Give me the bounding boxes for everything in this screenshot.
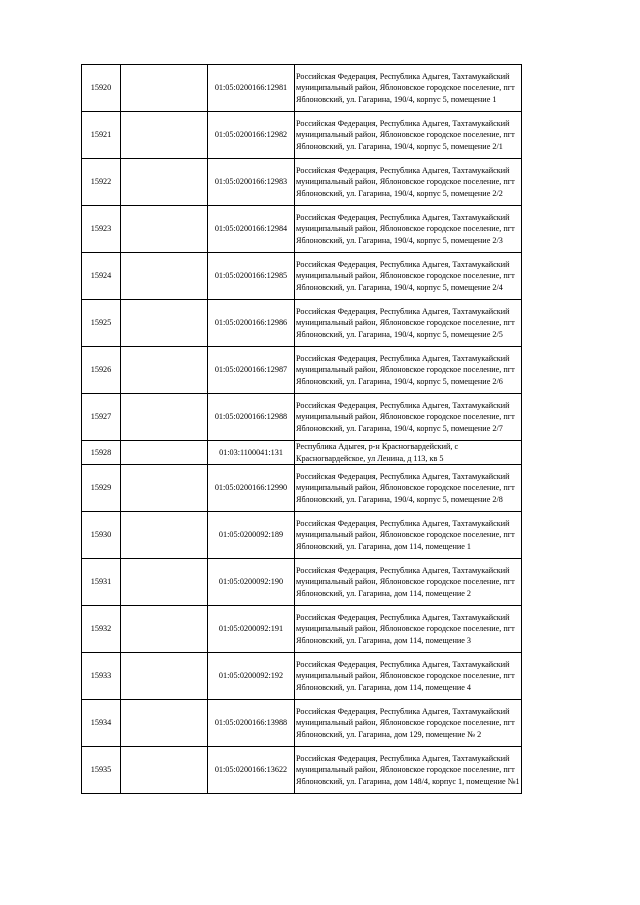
- empty-cell: [121, 300, 208, 347]
- table-row: [82, 559, 522, 606]
- address-cell: Российская Федерация, Республика Адыгея, Тахтамукайский муниципальный район, Яблоновское городское поселение, пгт Яблоновский, ул. Гагарина, 190/4, корпус 5, помещение 2/8: [295, 465, 522, 512]
- address-cell: Российская Федерация, Республика Адыгея, Тахтамукайский муниципальный район, Яблоновское городское поселение, пгт Яблоновский, ул. Гагарина, 190/4, корпус 5, помещение 2/6: [295, 347, 522, 394]
- row-number: 15927: [82, 394, 121, 441]
- cadastral-number: 01:05:0200166:12987: [208, 347, 295, 394]
- table-row: [82, 253, 522, 300]
- cadastral-number: 01:05:0200092:189: [208, 512, 295, 559]
- row-number: 15923: [82, 206, 121, 253]
- empty-cell: [121, 700, 208, 747]
- cadastral-number: 01:05:0200166:12986: [208, 300, 295, 347]
- address-cell: Российская Федерация, Республика Адыгея, Тахтамукайский муниципальный район, Яблоновское городское поселение, пгт Яблоновский, ул. Гагарина, дом 114, помещение 3: [295, 606, 522, 653]
- cadastral-number: 01:05:0200092:191: [208, 606, 295, 653]
- row-number: 15932: [82, 606, 121, 653]
- row-number: 15926: [82, 347, 121, 394]
- row-number: 15924: [82, 253, 121, 300]
- address-cell: Российская Федерация, Республика Адыгея, Тахтамукайский муниципальный район, Яблоновское городское поселение, пгт Яблоновский, ул. Гагарина, 190/4, корпус 5, помещение 2/4: [295, 253, 522, 300]
- row-number: 15934: [82, 700, 121, 747]
- row-number: 15930: [82, 512, 121, 559]
- empty-cell: [121, 559, 208, 606]
- table-row: [82, 700, 522, 747]
- row-number: 15925: [82, 300, 121, 347]
- table-row: [82, 394, 522, 441]
- address-cell: Российская Федерация, Республика Адыгея, Тахтамукайский муниципальный район, Яблоновское городское поселение, пгт Яблоновский, ул. Гагарина, 190/4, корпус 5, помещение 2/5: [295, 300, 522, 347]
- empty-cell: [121, 747, 208, 794]
- address-cell: Российская Федерация, Республика Адыгея, Тахтамукайский муниципальный район, Яблоновское городское поселение, пгт Яблоновский, ул. Гагарина, дом 114, помещение 1: [295, 512, 522, 559]
- registry-table: [81, 64, 522, 794]
- address-cell: Российская Федерация, Республика Адыгея, Тахтамукайский муниципальный район, Яблоновское городское поселение, пгт Яблоновский, ул. Гагарина, 190/4, корпус 5, помещение 2/1: [295, 112, 522, 159]
- address-cell: Российская Федерация, Республика Адыгея, Тахтамукайский муниципальный район, Яблоновское городское поселение, пгт Яблоновский, ул. Гагарина, 190/4, корпус 5, помещение 1: [295, 65, 522, 112]
- address-cell: Российская Федерация, Республика Адыгея, Тахтамукайский муниципальный район, Яблоновское городское поселение, пгт Яблоновский, ул. Гагарина, 190/4, корпус 5, помещение 2/3: [295, 206, 522, 253]
- table-row: [82, 65, 522, 112]
- cadastral-number: 01:05:0200166:12983: [208, 159, 295, 206]
- row-number: 15928: [82, 441, 121, 465]
- empty-cell: [121, 606, 208, 653]
- empty-cell: [121, 206, 208, 253]
- row-number: 15935: [82, 747, 121, 794]
- row-number: 15922: [82, 159, 121, 206]
- empty-cell: [121, 653, 208, 700]
- table-row: [82, 606, 522, 653]
- table-row: [82, 512, 522, 559]
- cadastral-number: 01:05:0200166:12985: [208, 253, 295, 300]
- table-row: [82, 347, 522, 394]
- address-cell: Российская Федерация, Республика Адыгея, Тахтамукайский муниципальный район, Яблоновское городское поселение, пгт Яблоновский, ул. Гагарина, дом 114, помещение 2: [295, 559, 522, 606]
- empty-cell: [121, 253, 208, 300]
- table-row: [82, 300, 522, 347]
- address-cell: Республика Адыгея, р-н Красногвардейский, с Красногвардейское, ул Ленина, д 113, кв 5: [295, 441, 522, 465]
- registry-table-body: [82, 65, 522, 794]
- row-number: 15921: [82, 112, 121, 159]
- empty-cell: [121, 394, 208, 441]
- cadastral-number: 01:05:0200166:13988: [208, 700, 295, 747]
- table-row: [82, 112, 522, 159]
- address-cell: Российская Федерация, Республика Адыгея, Тахтамукайский муниципальный район, Яблоновское городское поселение, пгт Яблоновский, ул. Гагарина, дом 129, помещение № 2: [295, 700, 522, 747]
- address-cell: Российская Федерация, Республика Адыгея, Тахтамукайский муниципальный район, Яблоновское городское поселение, пгт Яблоновский, ул. Гагарина, 190/4, корпус 5, помещение 2/2: [295, 159, 522, 206]
- address-cell: Российская Федерация, Республика Адыгея, Тахтамукайский муниципальный район, Яблоновское городское поселение, пгт Яблоновский, ул. Гагарина, дом 114, помещение 4: [295, 653, 522, 700]
- cadastral-number: 01:05:0200092:192: [208, 653, 295, 700]
- row-number: 15931: [82, 559, 121, 606]
- table-row: [82, 747, 522, 794]
- cadastral-number: 01:05:0200166:12982: [208, 112, 295, 159]
- cadastral-number: 01:05:0200092:190: [208, 559, 295, 606]
- table-row: [82, 206, 522, 253]
- cadastral-number: 01:05:0200166:13622: [208, 747, 295, 794]
- row-number: 15929: [82, 465, 121, 512]
- row-number: 15920: [82, 65, 121, 112]
- cadastral-number: 01:05:0200166:12984: [208, 206, 295, 253]
- cadastral-number: 01:05:0200166:12988: [208, 394, 295, 441]
- empty-cell: [121, 65, 208, 112]
- empty-cell: [121, 159, 208, 206]
- empty-cell: [121, 112, 208, 159]
- table-row: [82, 441, 522, 465]
- empty-cell: [121, 441, 208, 465]
- empty-cell: [121, 512, 208, 559]
- cadastral-number: 01:05:0200166:12990: [208, 465, 295, 512]
- table-row: [82, 653, 522, 700]
- empty-cell: [121, 347, 208, 394]
- table-row: [82, 159, 522, 206]
- cadastral-number: 01:05:0200166:12981: [208, 65, 295, 112]
- cadastral-number: 01:03:1100041:131: [208, 441, 295, 465]
- empty-cell: [121, 465, 208, 512]
- address-cell: Российская Федерация, Республика Адыгея, Тахтамукайский муниципальный район, Яблоновское городское поселение, пгт Яблоновский, ул. Гагарина, 190/4, корпус 5, помещение 2/7: [295, 394, 522, 441]
- table-row: [82, 465, 522, 512]
- address-cell: Российская Федерация, Республика Адыгея, Тахтамукайский муниципальный район, Яблоновское городское поселение, пгт Яблоновский, ул. Гагарина, дом 148/4, корпус 1, помещение №1: [295, 747, 522, 794]
- row-number: 15933: [82, 653, 121, 700]
